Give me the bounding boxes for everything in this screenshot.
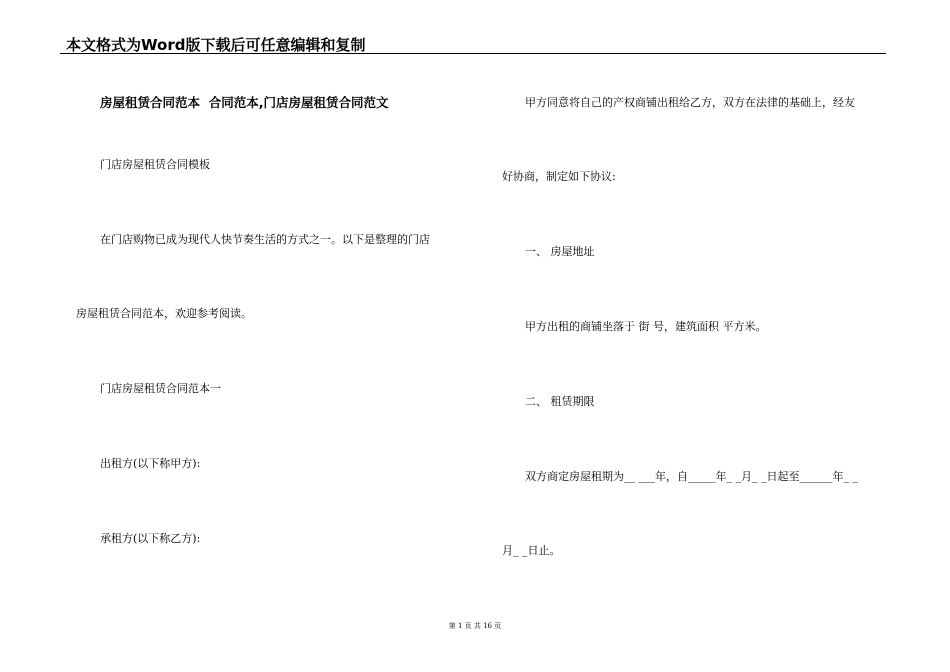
left-line-5: 出租方(以下称甲方): [100,457,201,470]
right-line-5: 二、 租赁期限 [525,395,595,408]
left-line-1: 门店房屋租赁合同模板 [100,158,210,171]
left-line-3: 房屋租赁合同范本，欢迎参考阅读。 [76,307,252,320]
document-title: 房屋租赁合同范本 合同范本,门店房屋租赁合同范文 [100,95,389,110]
left-line-6: 承租方(以下称乙方): [100,532,201,545]
right-line-1: 甲方同意将自己的产权商铺出租给乙方，双方在法律的基础上，经友 [525,96,855,109]
right-line-6: 双方商定房屋租期为__ ___年，自_____年_ _月_ _日起至______年_ _ [525,470,858,483]
right-line-3: 一、 房屋地址 [525,245,595,258]
right-line-2: 好协商，制定如下协议: [502,170,616,183]
header-title: 本文格式为Word版下载后可任意编辑和复制 [66,36,366,54]
page-footer: 第 1 页 共 16 页 [448,622,502,630]
right-line-7: 月_ _日止。 [502,544,561,557]
left-line-2: 在门店购物已成为现代人快节奏生活的方式之一。以下是整理的门店 [100,233,430,246]
header-divider [60,53,886,54]
right-line-4: 甲方出租的商铺坐落于 街 号，建筑面积 平方米。 [525,320,767,333]
left-line-4: 门店房屋租赁合同范本一 [100,382,221,395]
